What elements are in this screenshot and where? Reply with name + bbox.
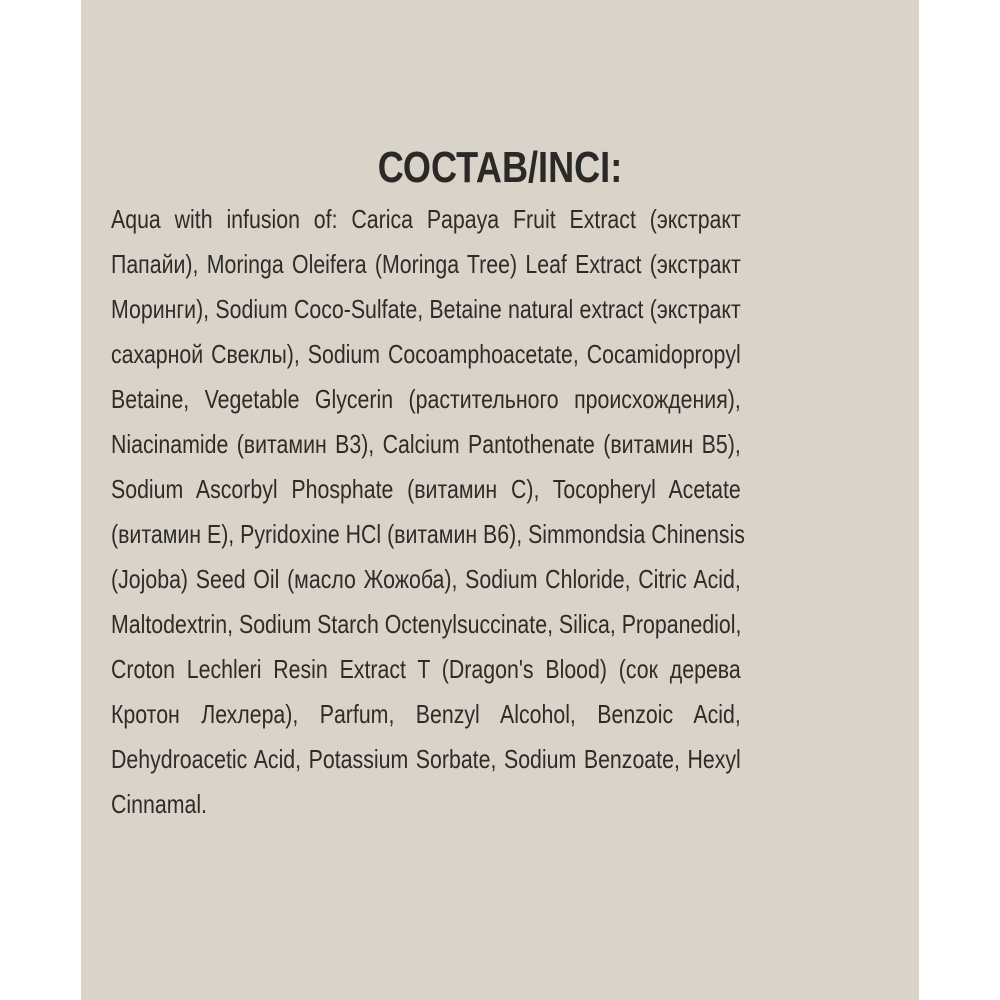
ingredients-title: СОСТАВ/INCI:	[377, 143, 623, 192]
ingredients-line: (Jojoba) Seed Oil (масло Жожоба), Sodium Chloride, Citric Acid,	[111, 564, 741, 594]
ingredients-list	[111, 197, 745, 827]
ingredients-line: Кротон Лехлера), Parfum, Benzyl Alcohol, Benzoic Acid,	[111, 699, 741, 729]
ingredients-line: Sodium Ascorbyl Phosphate (витамин C), Tocopheryl Acetate	[111, 474, 741, 504]
ingredients-line: Betaine, Vegetable Glycerin (растительного происхождения),	[111, 384, 741, 414]
ingredients-line: (витамин E), Pyridoxine HCl (витамин B6), Simmondsia Chinensis	[111, 519, 745, 549]
ingredients-line: Cinnamal.	[111, 789, 207, 819]
ingredients-line: Папайи), Moringa Oleifera (Moringa Tree) Leaf Extract (экстракт	[111, 249, 741, 279]
ingredients-line: Aqua with infusion of: Carica Papaya Fruit Extract (экстракт	[111, 204, 741, 234]
ingredients-line: Maltodextrin, Sodium Starch Octenylsuccinate, Silica, Propanediol,	[111, 609, 742, 639]
ingredients-line: Dehydroacetic Acid, Potassium Sorbate, Sodium Benzoate, Hexyl	[111, 744, 741, 774]
ingredients-line: Croton Lechleri Resin Extract T (Dragon's Blood) (сок дерева	[111, 654, 741, 684]
ingredients-line: Niacinamide (витамин B3), Calcium Pantothenate (витамин B5),	[111, 429, 741, 459]
ingredients-line: Моринги), Sodium Coco-Sulfate, Betaine natural extract (экстракт	[111, 294, 741, 324]
ingredients-line: сахарной Свеклы), Sodium Cocoamphoacetate, Cocamidopropyl	[111, 339, 741, 369]
